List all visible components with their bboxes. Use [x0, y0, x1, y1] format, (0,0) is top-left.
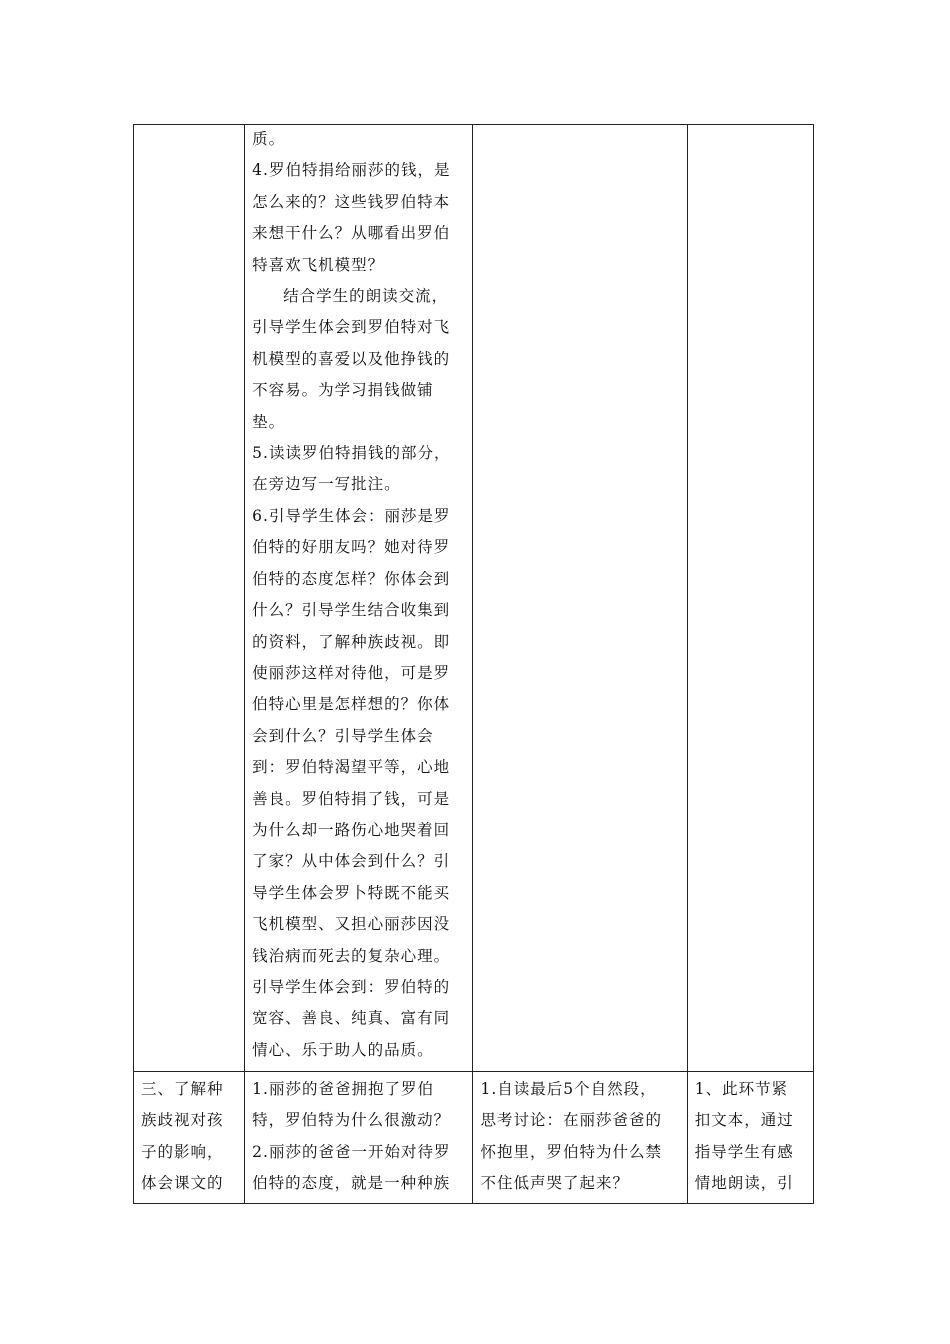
step-cell	[134, 1072, 245, 1204]
text-line: 导学生体会罗卜特既不能买	[252, 883, 451, 902]
text-line: 引导学生体会到罗伯特对飞	[252, 318, 451, 337]
text-line: 钱治病而死去的复杂心理。	[252, 946, 451, 965]
text-line: 垫。	[252, 412, 286, 431]
text-line: 善良。罗伯特捐了钱，可是	[252, 789, 451, 808]
text-line: 引导学生体会到：罗伯特的	[252, 977, 451, 996]
text-line: 思考讨论：在丽莎爸爸的	[480, 1111, 662, 1130]
teacher-activity-cell	[245, 1072, 473, 1204]
text-line: 机模型的喜爱以及他挣钱的	[252, 349, 451, 368]
teacher-activity-cell	[245, 125, 473, 1072]
text-line: 怀抱里，罗伯特为什么禁	[480, 1142, 662, 1161]
student-activity-cell	[473, 1072, 687, 1204]
text-line: 在旁边写一写批注。	[252, 475, 401, 494]
text-line: 伯特的态度，就是一种种族	[252, 1174, 451, 1193]
text-line: 伯特的态度怎样？你体会到	[252, 569, 451, 588]
text-line: 族歧视对孩	[141, 1111, 224, 1130]
design-intent-cell	[687, 125, 813, 1072]
table-row	[134, 1072, 814, 1204]
text-line: 什么？引导学生结合收集到	[252, 601, 451, 620]
text-line: 三、了解种	[141, 1080, 224, 1098]
text-line: 使丽莎这样对待他，可是罗	[252, 663, 451, 682]
text-line: 情心、乐于助人的品质。	[252, 1040, 434, 1059]
text-line: 来想干什么？从哪看出罗伯	[252, 224, 451, 243]
text-line: 怎么来的？这些钱罗伯特本	[252, 192, 451, 211]
text-line: 结合学生的朗读交流，	[283, 287, 449, 306]
step-cell	[134, 125, 245, 1072]
text-line: 质。	[252, 130, 286, 148]
text-line: 特喜欢飞机模型？	[252, 255, 385, 274]
text-line: 4.罗伯特捐给丽莎的钱，是	[252, 161, 451, 180]
text-line: 不容易。为学习捐钱做铺	[252, 381, 434, 400]
lesson-plan-table	[133, 124, 814, 1204]
text-line: 1.丽莎的爸爸拥抱了罗伯	[252, 1080, 434, 1098]
text-line: 1、此环节紧	[694, 1080, 789, 1098]
text-line: 的资料，了解种族歧视。即	[252, 632, 451, 651]
text-line: 特，罗伯特为什么很激动？	[252, 1111, 451, 1130]
text-line: 不住低声哭了起来？	[480, 1174, 629, 1193]
text-line: 6.引导学生体会：丽莎是罗	[252, 506, 451, 525]
text-line: 指导学生有感	[694, 1142, 794, 1161]
text-line: 到：罗伯特渴望平等，心地	[252, 758, 451, 777]
text-line: 情地朗读，引	[694, 1174, 794, 1193]
text-line: 体会课文的	[141, 1174, 224, 1193]
text-line: 了家？从中体会到什么？引	[252, 852, 451, 871]
text-line: 2.丽莎的爸爸一开始对待罗	[252, 1142, 451, 1161]
text-line: 飞机模型、又担心丽莎因没	[252, 915, 451, 934]
student-activity-cell	[473, 125, 687, 1072]
text-line: 会到什么？引导学生体会	[252, 726, 434, 745]
text-line: 子的影响，	[141, 1142, 224, 1161]
text-line: 扣文本，通过	[694, 1111, 794, 1130]
text-line: 5.读读罗伯特捐钱的部分，	[252, 444, 451, 463]
text-line: 伯特的好朋友吗？她对待罗	[252, 538, 451, 557]
text-line: 宽容、善良、纯真、富有同	[252, 1009, 451, 1028]
text-line: 1.自读最后5个自然段，	[480, 1080, 657, 1098]
table-row	[134, 125, 814, 1072]
text-line: 伯特心里是怎样想的？你体	[252, 695, 451, 714]
text-line: 为什么却一路伤心地哭着回	[252, 820, 451, 839]
design-intent-cell	[687, 1072, 813, 1204]
